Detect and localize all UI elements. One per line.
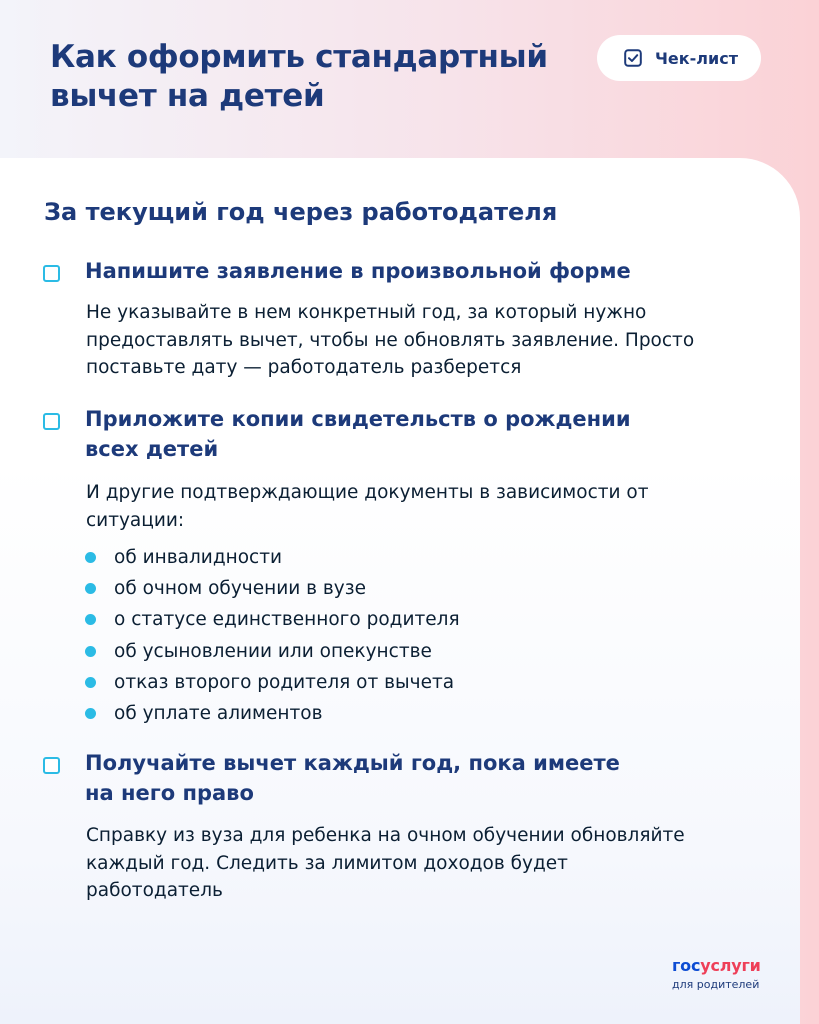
list-item-label: отказ второго родителя от вычета [114,671,455,693]
list-item-label: об инвалидности [114,547,282,568]
list-item-label: об уплате алиментов [114,702,323,724]
list-item [84,542,460,573]
item-1-title: Напишите заявление в произвольной форме [85,259,631,283]
logo-subtitle: для родителей [672,978,760,991]
item-1-text: Не указывайте в нем конкретный год, за который нужно предоставлять вычет, чтобы не обновлять заявление. Просто поставьте дату — работодатель разберется [86,302,695,378]
logo-part-uslugi: услуги [700,956,761,975]
checklist-badge[interactable] [597,35,761,81]
list-item-label: об усыновлении или опекунстве [114,640,432,662]
page-title: Как оформить стандартный вычет на детей [50,39,548,114]
section-title: За текущий год через работодателя [44,198,558,226]
item-2-text: И другие подтверждающие документы в зависимости от ситуации: [86,482,649,531]
bullet-dot-icon [85,708,96,719]
list-item [84,636,460,667]
logo-wordmark [672,956,772,976]
list-item [84,698,460,729]
item-3-text: Справку из вуза для ребенка на очном обучении обновляйте каждый год. Следить за лимитом доходов будет работодатель [86,825,685,901]
item-2-title: Приложите копии свидетельств о рождении всех детей [85,407,631,461]
list-item [84,573,460,604]
gosuslugi-logo [672,956,772,992]
item-3-checkbox[interactable] [43,757,60,774]
list-item-label: о статусе единственного родителя [114,609,460,631]
item-2-checkbox[interactable] [43,413,60,430]
logo-part-gos: гос [672,956,701,975]
list-item-label: об очном обучении в вузе [114,578,366,600]
bullet-dot-icon [85,677,96,688]
list-item [84,604,460,635]
list-item [84,667,460,698]
item-1-checkbox[interactable] [43,265,60,282]
bullet-dot-icon [85,614,96,625]
header-banner [0,0,819,175]
document-list [84,542,460,729]
checkbox-checked-icon [624,49,642,67]
bullet-dot-icon [85,552,96,563]
checklist-badge-label: Чек-лист [655,48,738,68]
item-3-title: Получайте вычет каждый год, пока имеете на него право [85,751,620,805]
bullet-dot-icon [85,646,96,657]
bullet-dot-icon [85,583,96,594]
